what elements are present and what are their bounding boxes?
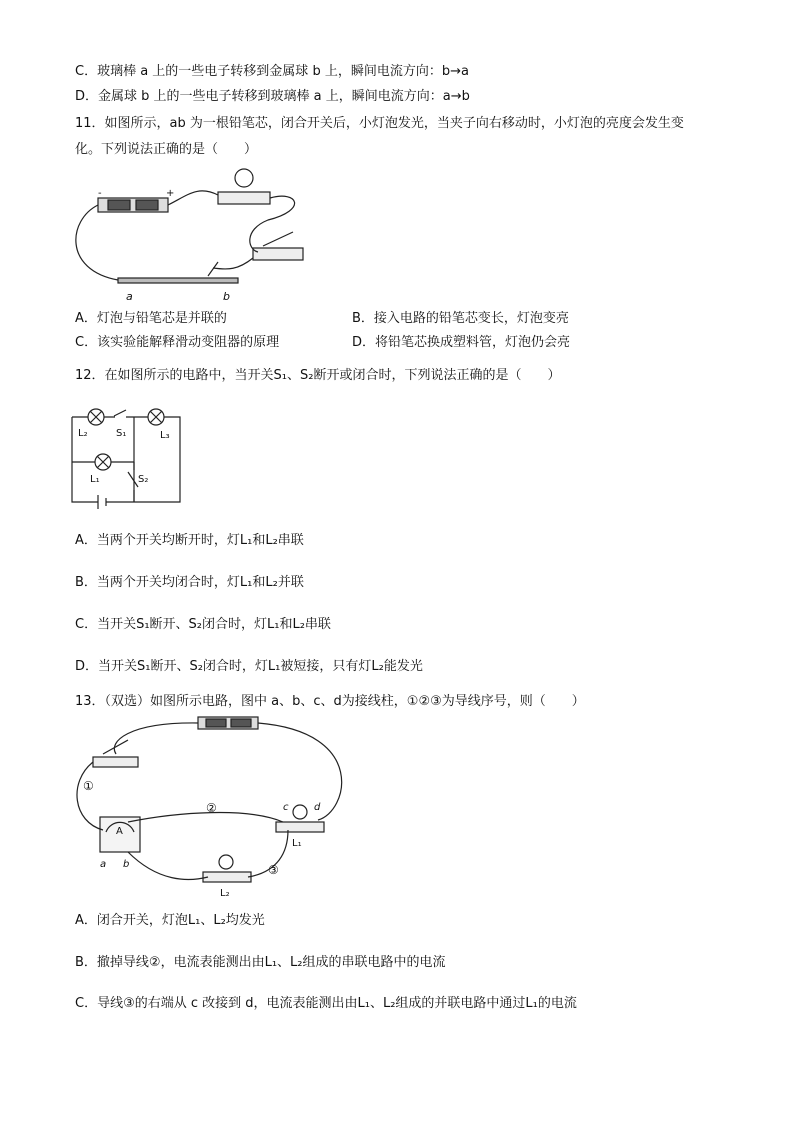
q12-option-c: C．当开关S₁断开、S₂闭合时，灯L₁和L₂串联 bbox=[75, 617, 331, 632]
q13-option-c: C．导线③的右端从 c 改接到 d，电流表能测出由L₁、L₂组成的并联电路中通过L₁的电流 bbox=[75, 996, 577, 1011]
label-a: a bbox=[126, 290, 133, 303]
plus-label: + bbox=[166, 188, 175, 199]
q12-option-a: A．当两个开关均断开时，灯L₁和L₂串联 bbox=[75, 533, 304, 548]
q11-option-c: C．该实验能解释滑动变阻器的原理 bbox=[75, 335, 280, 350]
q12-option-d: D．当开关S₁断开、S₂闭合时，灯L₁被短接，只有灯L₂能发光 bbox=[75, 659, 423, 674]
q13-option-a: A．闭合开关，灯泡L₁、L₂均发光 bbox=[75, 913, 265, 928]
wire-3-label: ③ bbox=[268, 863, 279, 877]
q12-option-b: B．当两个开关均闭合时，灯L₁和L₂并联 bbox=[75, 575, 304, 590]
q13-stem: 13．（双选）如图所示电路，图中 a、b、c、d为接线柱，①②③为导线序号，则（ ） bbox=[75, 694, 585, 709]
label-l2: L₂ bbox=[78, 428, 88, 439]
wire-1-label: ① bbox=[83, 779, 94, 793]
label-l1: L₁ bbox=[90, 474, 100, 485]
q11-stem-2: 化。下列说法正确的是（ ） bbox=[75, 142, 258, 157]
label-l1: L₁ bbox=[292, 838, 302, 849]
q11-option-d: D．将铅笔芯换成塑料管，灯泡仍会亮 bbox=[352, 335, 571, 350]
terminal-c: c bbox=[283, 802, 289, 813]
q12-circuit bbox=[70, 402, 190, 517]
q13-figure bbox=[68, 712, 348, 902]
wire-2-label: ② bbox=[206, 801, 217, 815]
q10-option-d: D．金属球 b 上的一些电子转移到玻璃棒 a 上，瞬间电流方向：a→b bbox=[75, 89, 470, 104]
terminal-d: d bbox=[314, 802, 321, 813]
q11-stem-1: 11．如图所示，ab 为一根铅笔芯，闭合开关后，小灯泡发光，当夹子向右移动时，小灯泡的亮度会发生变 bbox=[75, 116, 684, 131]
ammeter-label: A bbox=[116, 826, 123, 837]
q13-option-b: B．撤掉导线②，电流表能测出由L₁、L₂组成的串联电路中的电流 bbox=[75, 955, 446, 970]
q12-stem: 12．在如图所示的电路中，当开关S₁、S₂断开或闭合时，下列说法正确的是（ ） bbox=[75, 368, 561, 383]
minus-label: - bbox=[98, 188, 102, 199]
label-l2: L₂ bbox=[220, 888, 230, 899]
q11-option-a: A．灯泡与铅笔芯是并联的 bbox=[75, 311, 227, 326]
label-s2: S₂ bbox=[138, 474, 149, 485]
label-s1: S₁ bbox=[116, 428, 127, 439]
terminal-b: b bbox=[123, 859, 130, 870]
terminal-a: a bbox=[100, 859, 107, 870]
q10-option-c: C．玻璃棒 a 上的一些电子转移到金属球 b 上，瞬间电流方向：b→a bbox=[75, 64, 469, 79]
q11-figure bbox=[68, 160, 308, 305]
label-b: b bbox=[223, 290, 230, 303]
label-l3: L₃ bbox=[160, 430, 170, 441]
q11-option-b: B．接入电路的铅笔芯变长，灯泡变亮 bbox=[352, 311, 569, 326]
